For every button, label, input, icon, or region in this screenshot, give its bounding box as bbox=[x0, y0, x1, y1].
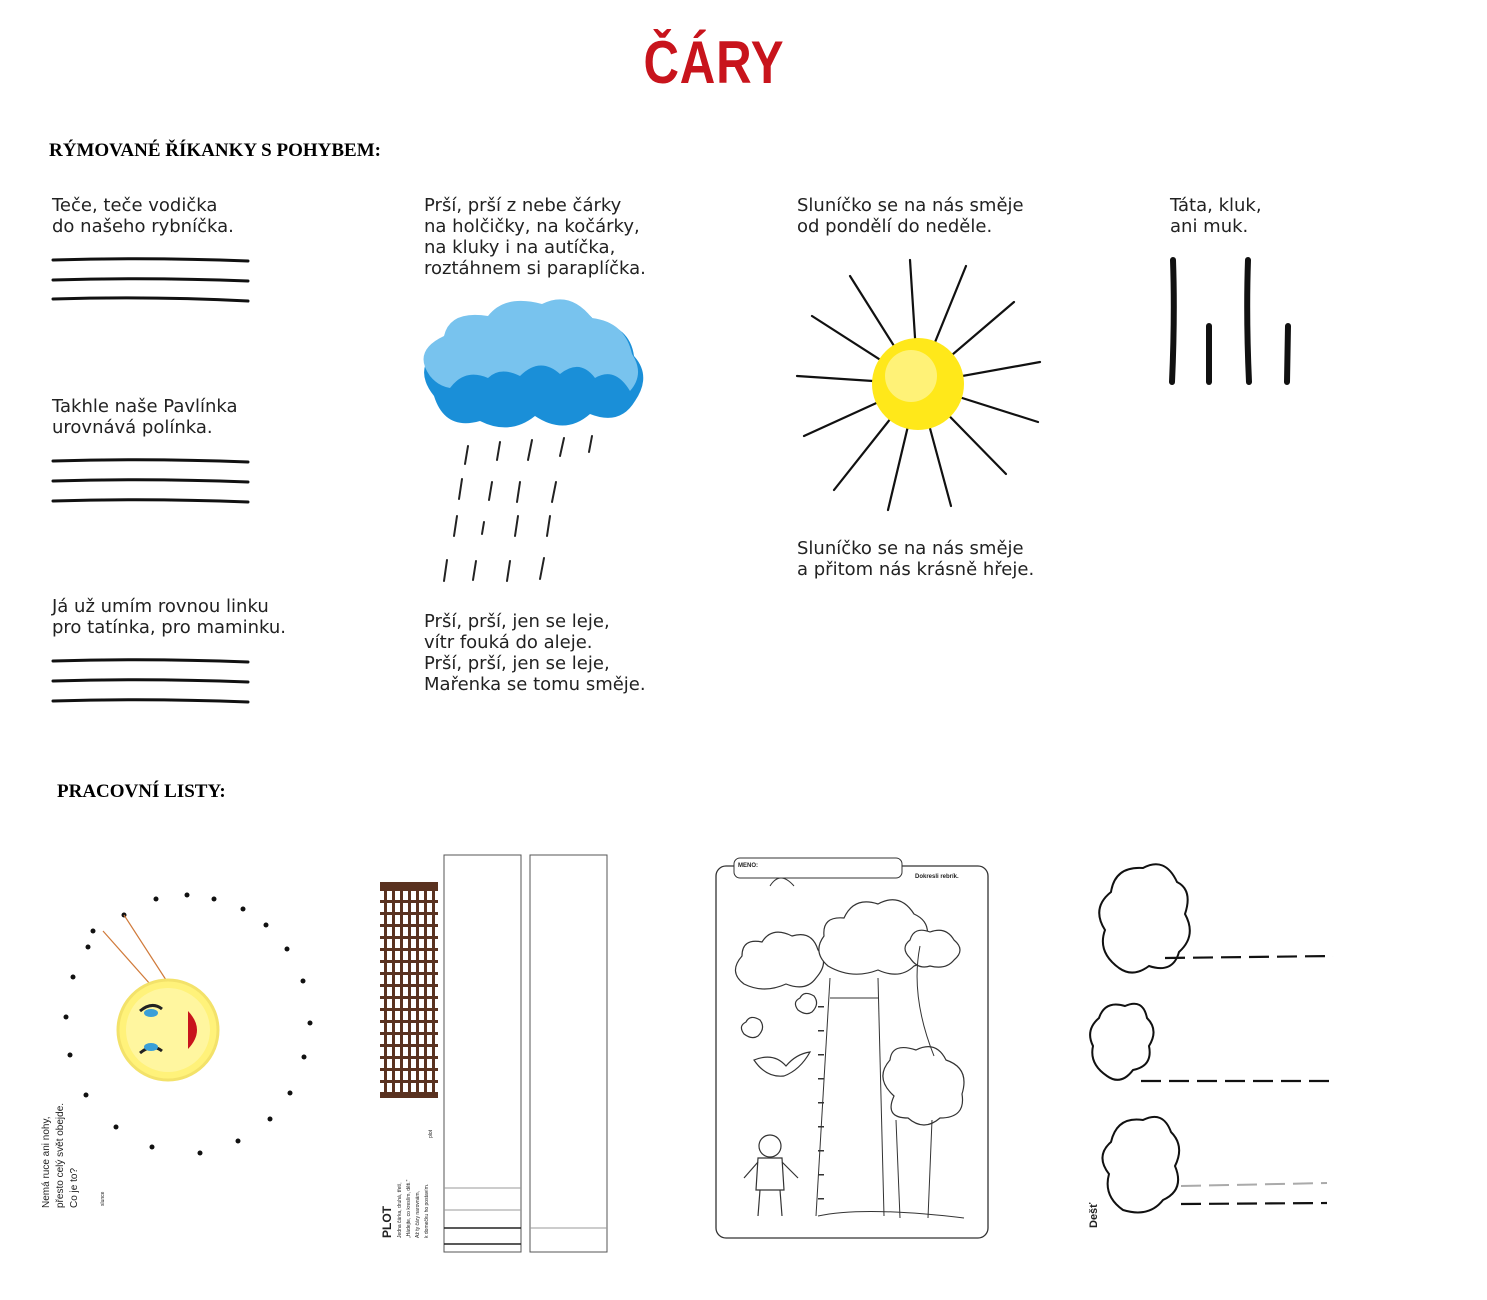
ladder-task: Dokresli rebrík. bbox=[915, 874, 959, 880]
rhyme-water: Teče, teče vodička do našeho rybníčka. bbox=[52, 195, 234, 237]
section-heading-rhymes: RÝMOVANÉ ŘÍKANKY S POHYBEM: bbox=[49, 140, 381, 161]
page-title-wrap bbox=[0, 28, 1487, 97]
section-heading-worksheets: PRACOVNÍ LISTY: bbox=[57, 781, 226, 802]
vertical-lines-family bbox=[1164, 256, 1304, 388]
fence-title: PLOT bbox=[380, 1206, 394, 1238]
horizontal-lines-3 bbox=[50, 655, 252, 707]
rhyme-rain-2: Prší, prší, jen se leje, vítr fouká do aleje. Prší, prší, jen se leje, Mařenka se tomu směje. bbox=[424, 611, 646, 695]
page-title: ČÁRY bbox=[643, 29, 784, 96]
worksheet-ladder bbox=[714, 856, 992, 1242]
rain-label: Dešť bbox=[1088, 1202, 1100, 1228]
ladder-name-label: MENO: bbox=[738, 863, 758, 869]
rhyme-logs: Takhle naše Pavlínka urovnává polínka. bbox=[52, 396, 238, 438]
fence-text: Jedna čárka, druhá, třetí, „Hádejte, co kreslím, děti." Až ty čáry narovnám, k domečku ho postavím. bbox=[397, 1179, 430, 1238]
rhyme-sun-2: Sluníčko se na nás směje a přitom nás krásně hřeje. bbox=[797, 538, 1035, 580]
rhyme-sun-1: Sluníčko se na nás směje od pondělí do neděle. bbox=[797, 195, 1024, 237]
sun-icon bbox=[796, 256, 1046, 516]
sun-riddle-text: Nemá ruce ani nohy, přesto celý svět obejde. Co je to? bbox=[41, 1102, 80, 1208]
rain-cloud-icon bbox=[420, 296, 650, 586]
horizontal-lines-1 bbox=[50, 254, 252, 306]
sun-riddle-answer: slunce bbox=[100, 1191, 106, 1206]
worksheet-rain-clouds bbox=[1085, 860, 1337, 1220]
rhyme-family: Táta, kluk, ani muk. bbox=[1170, 195, 1262, 237]
horizontal-lines-2 bbox=[50, 455, 252, 507]
rhyme-line: Já už umím rovnou linku pro tatínka, pro maminku. bbox=[52, 596, 286, 638]
fence-small-label: plot bbox=[428, 1129, 434, 1138]
rhyme-rain-1: Prší, prší z nebe čárky na holčičky, na kočárky, na kluky i na autíčka, roztáhnem si paraplíčka. bbox=[424, 195, 646, 279]
